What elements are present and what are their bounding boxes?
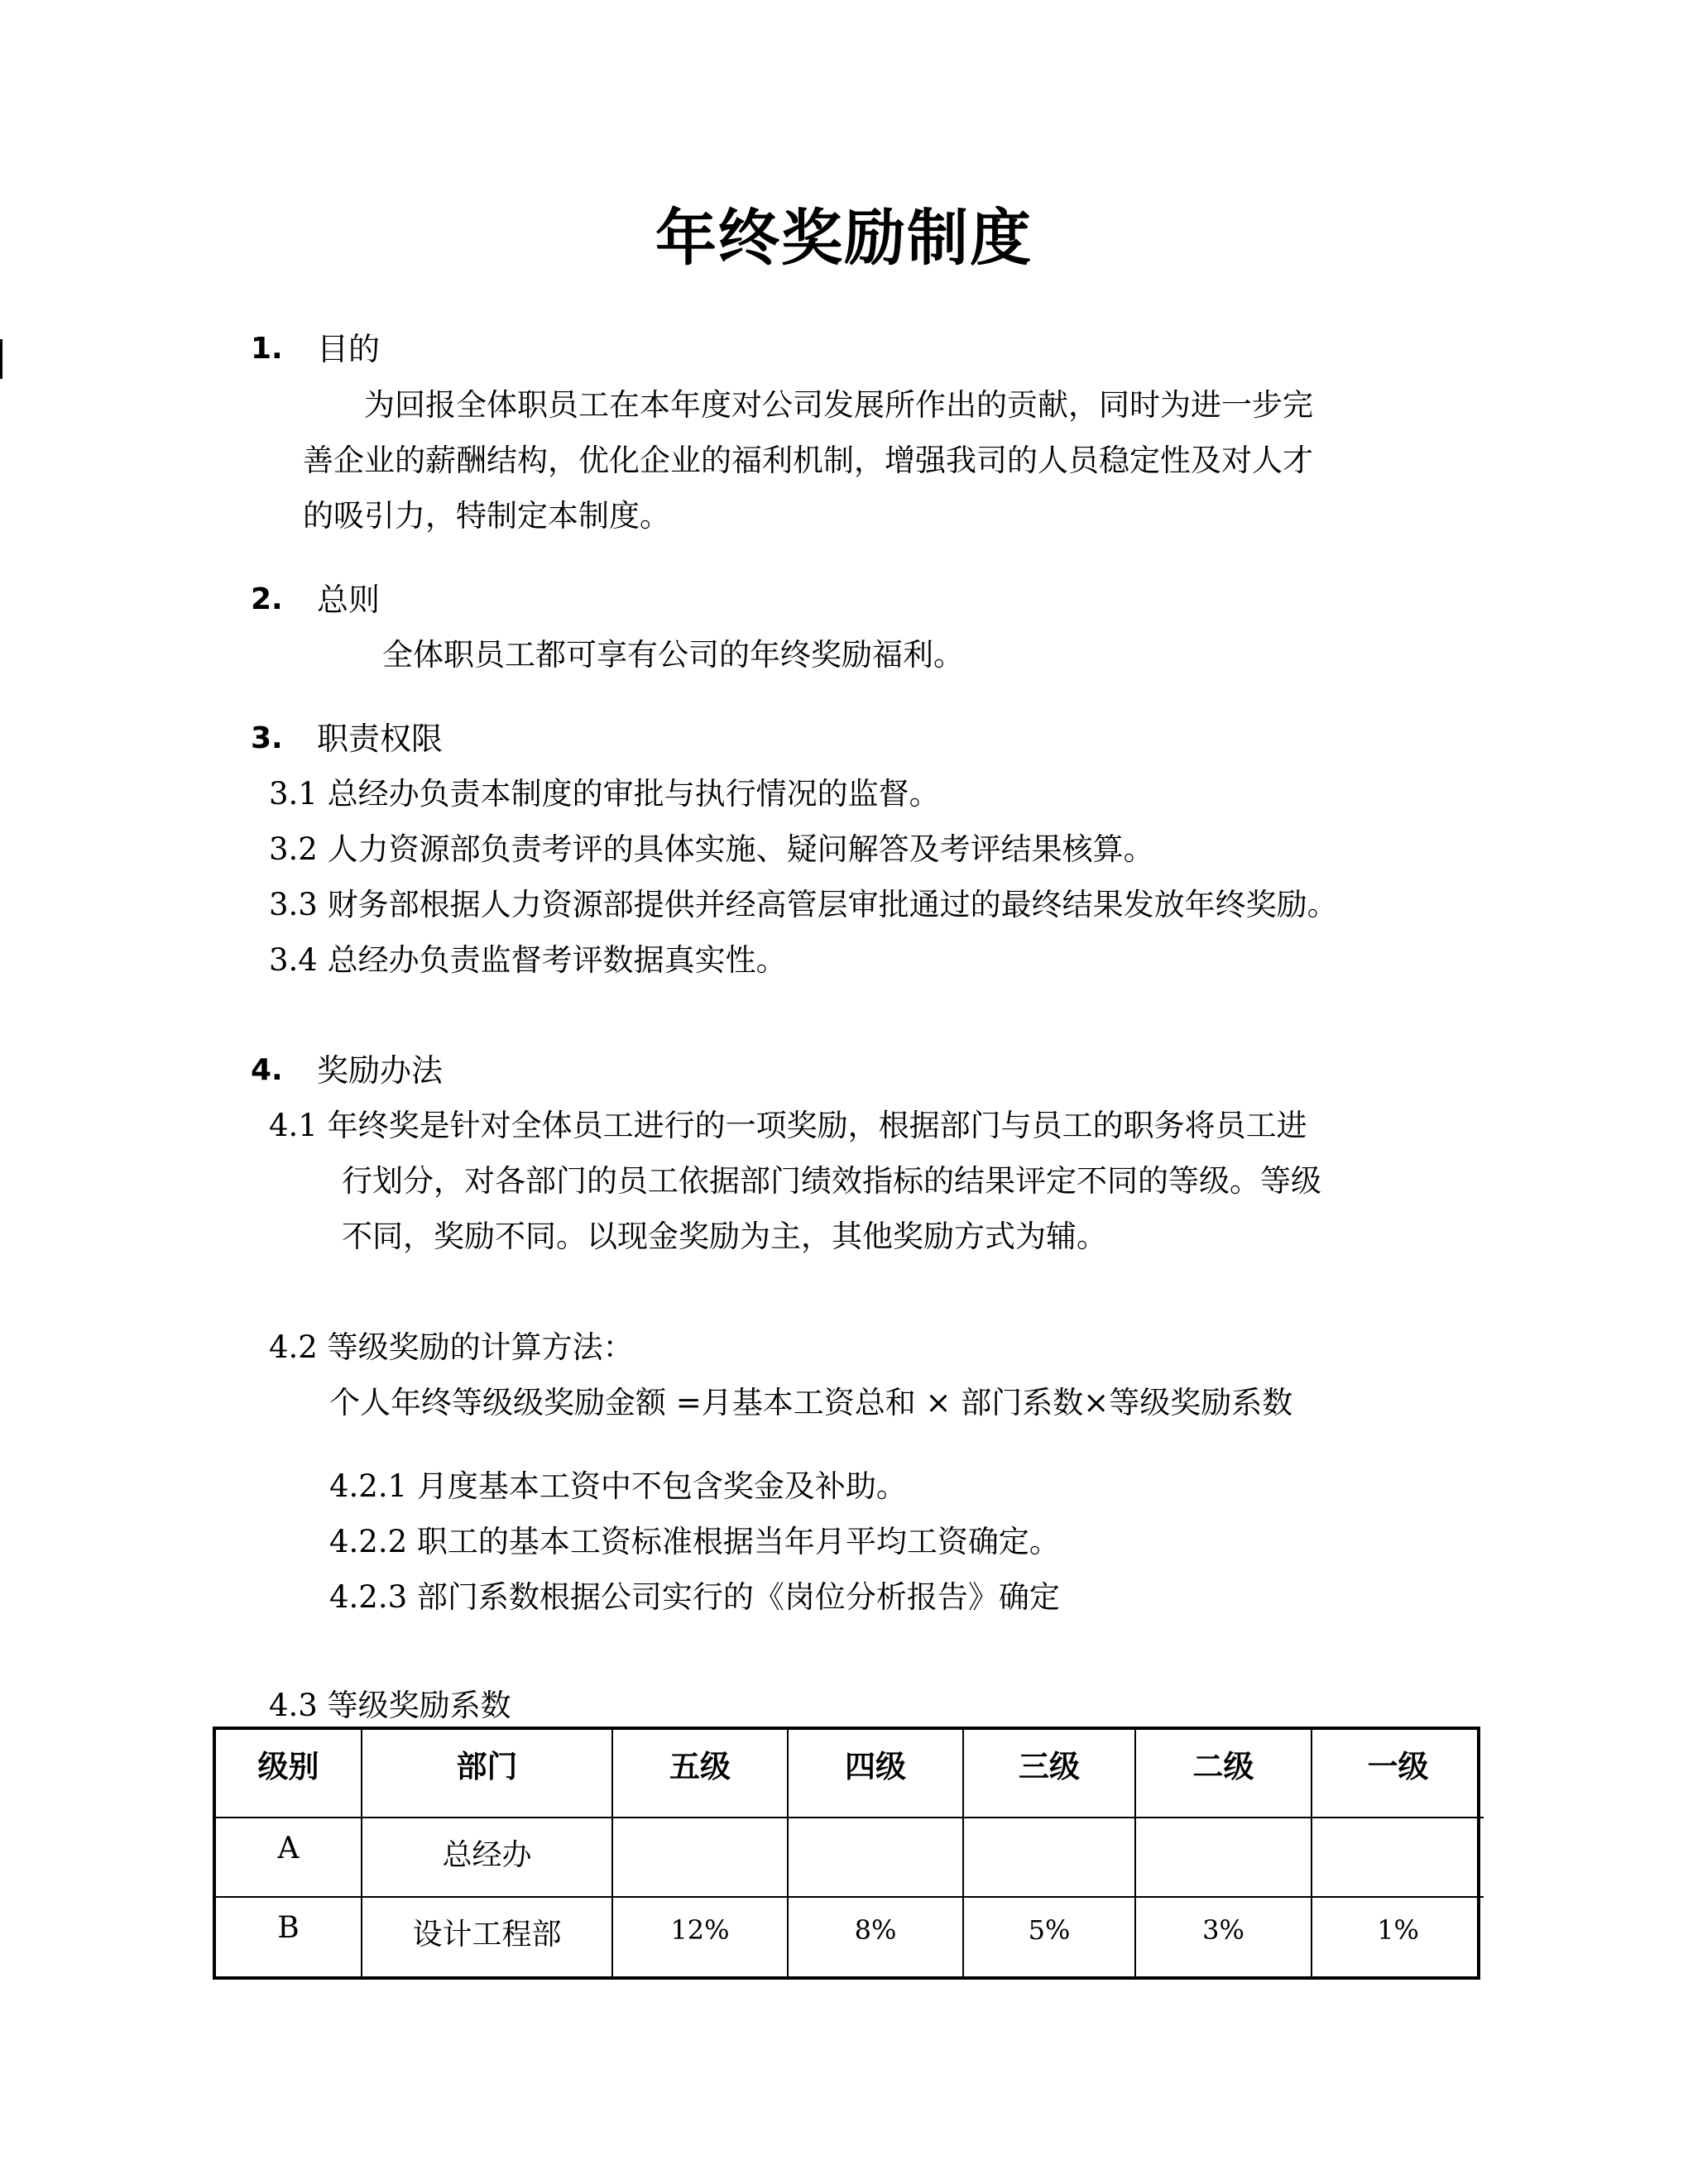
clause-3-1: 3.1 总经办负责本制度的审批与执行情况的监督。 [269, 776, 940, 812]
header-grade-3: 三级 [963, 1730, 1135, 1818]
reward-coefficient-table [213, 1727, 1480, 1980]
header-grade-1: 一级 [1312, 1730, 1484, 1818]
section-1-line-2: 善企业的薪酬结构，优化企业的福利机制，增强我司的人员稳定性及对人才 [303, 443, 1313, 478]
header-grade-5: 五级 [612, 1730, 788, 1818]
section-2-title: 总则 [317, 582, 381, 618]
section-1-line-3: 的吸引力，特制定本制度。 [303, 498, 670, 534]
margin-mark [0, 339, 2, 379]
clause-4-2: 4.2 等级奖励的计算方法： [269, 1329, 634, 1365]
clause-4-2-3: 4.2.3 部门系数根据公司实行的《岗位分析报告》确定 [329, 1579, 1060, 1615]
cell-grade-4 [788, 1818, 963, 1897]
cell-grade-5: 12% [612, 1897, 788, 1976]
table-header-row [216, 1730, 1484, 1818]
header-level: 级别 [216, 1730, 362, 1818]
clause-4-1-line-1: 4.1 年终奖是针对全体员工进行的一项奖励，根据部门与员工的职务将员工进 [269, 1108, 1307, 1143]
clause-3-3: 3.3 财务部根据人力资源部提供并经高管层审批通过的最终结果发放年终奖励。 [269, 887, 1338, 922]
cell-department: 设计工程部 [362, 1897, 612, 1976]
cell-grade-1 [1312, 1818, 1484, 1897]
cell-level: B [216, 1897, 362, 1976]
section-1-line-1: 为回报全体职员工在本年度对公司发展所作出的贡献，同时为进一步完 [364, 387, 1313, 423]
section-2-number: 2. [251, 582, 283, 616]
clause-3-4: 3.4 总经办负责监督考评数据真实性。 [269, 942, 787, 978]
cell-grade-3 [963, 1818, 1135, 1897]
cell-department: 总经办 [362, 1818, 612, 1897]
document-title: 年终奖励制度 [655, 203, 1033, 274]
clause-4-1-line-2: 行划分，对各部门的员工依据部门绩效指标的结果评定不同的等级。等级 [342, 1163, 1321, 1199]
header-department: 部门 [362, 1730, 612, 1818]
section-3-number: 3. [251, 721, 283, 755]
cell-grade-2 [1135, 1818, 1312, 1897]
clause-4-2-2: 4.2.2 职工的基本工资标准根据当年月平均工资确定。 [329, 1524, 1060, 1559]
cell-level: A [216, 1818, 362, 1897]
table-row [216, 1897, 1484, 1976]
table-row [216, 1818, 1484, 1897]
section-2-line-1: 全体职员工都可享有公司的年终奖励福利。 [382, 637, 964, 673]
section-4-number: 4. [251, 1053, 283, 1087]
section-1-title: 目的 [317, 331, 381, 367]
cell-grade-4: 8% [788, 1897, 963, 1976]
clause-3-2: 3.2 人力资源部负责考评的具体实施、疑问解答及考评结果核算。 [269, 831, 1154, 867]
cell-grade-5 [612, 1818, 788, 1897]
header-grade-4: 四级 [788, 1730, 963, 1818]
header-grade-2: 二级 [1135, 1730, 1312, 1818]
clause-4-3: 4.3 等级奖励系数 [269, 1688, 511, 1723]
clause-4-2-1: 4.2.1 月度基本工资中不包含奖金及补助。 [329, 1468, 907, 1504]
section-4-title: 奖励办法 [317, 1052, 444, 1089]
cell-grade-1: 1% [1312, 1897, 1484, 1976]
clause-4-1-line-3: 不同，奖励不同。以现金奖励为主，其他奖励方式为辅。 [342, 1219, 1107, 1254]
cell-grade-3: 5% [963, 1897, 1135, 1976]
formula-line: 个人年终等级级奖励金额 =月基本工资总和 × 部门系数×等级奖励系数 [329, 1385, 1293, 1420]
section-3-title: 职责权限 [317, 721, 444, 757]
cell-grade-2: 3% [1135, 1897, 1312, 1976]
section-1-number: 1. [251, 332, 283, 366]
